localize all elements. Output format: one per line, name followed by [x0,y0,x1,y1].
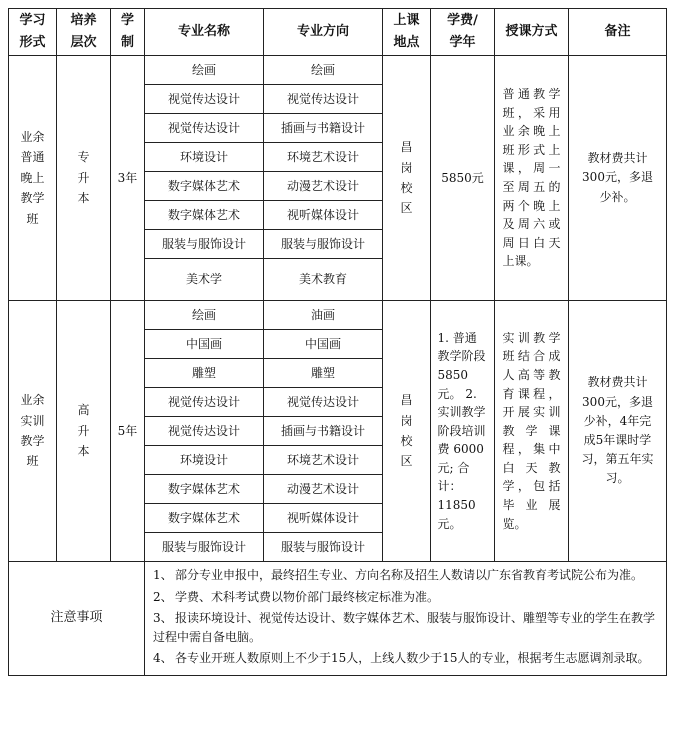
major-cell: 中国画 [145,330,264,359]
group1-remark: 教材费共计300元，多退少补。 [569,56,667,301]
table-row [9,301,667,330]
major-cell: 数字媒体艺术 [145,504,264,533]
direction-cell: 服装与服饰设计 [264,533,383,562]
major-cell: 视觉传达设计 [145,417,264,446]
header-direction: 专业方向 [264,9,383,56]
header-teaching: 授课方式 [495,9,569,56]
direction-cell: 美术教育 [264,259,383,301]
group2-location: 昌岗校区 [383,301,431,562]
note-item: 4、 各专业开班人数原则上不少于15人，上线人数少于15人的专业，根据考生志愿调剂录取。 [153,651,650,666]
group2-teaching: 实训教学班结合成人高等教育课程，开展实训教学课程，集中白天教学，包括毕业展览。 [495,301,569,562]
major-cell: 服装与服饰设计 [145,230,264,259]
header-level: 培养层次 [57,9,111,56]
group1-teaching: 普通教学班，采用业余晚上班形式上课，周一至周五的两个晚上及周六或周日白天上课。 [495,56,569,301]
major-cell: 数字媒体艺术 [145,172,264,201]
major-cell: 绘画 [145,56,264,85]
group1-form: 业余普通晚上教学班 [9,56,57,301]
direction-cell: 环境艺术设计 [264,143,383,172]
header-location: 上课地点 [383,9,431,56]
header-fee: 学费/学年 [431,9,495,56]
major-cell: 视觉传达设计 [145,388,264,417]
direction-cell: 视觉传达设计 [264,388,383,417]
major-cell: 视觉传达设计 [145,85,264,114]
header-remark: 备注 [569,9,667,56]
group1-location: 昌岗校区 [383,56,431,301]
direction-cell: 雕塑 [264,359,383,388]
notes-label: 注意事项 [9,562,145,676]
group2-years: 5年 [111,301,145,562]
major-cell: 环境设计 [145,143,264,172]
major-cell: 雕塑 [145,359,264,388]
direction-cell: 插画与书籍设计 [264,417,383,446]
header-form: 学习形式 [9,9,57,56]
major-cell: 绘画 [145,301,264,330]
direction-cell: 视听媒体设计 [264,504,383,533]
header-years: 学制 [111,9,145,56]
direction-cell: 动漫艺术设计 [264,172,383,201]
direction-cell: 中国画 [264,330,383,359]
notes-row [9,562,667,676]
note-item: 1、 部分专业申报中，最终招生专业、方向名称及招生人数请以广东省教育考试院公布为准。 [153,568,644,582]
direction-cell: 插画与书籍设计 [264,114,383,143]
group1-years: 3年 [111,56,145,301]
direction-cell: 绘画 [264,56,383,85]
note-item: 3、 报读环境设计、视觉传达设计、数字媒体艺术、服装与服饰设计、雕塑等专业的学生在教学过程中需自备电脑。 [153,611,656,644]
group2-fee: 1. 普通教学阶段 5850元。 2. 实训教学阶段培训费 6000元; 合计：11850元。 [431,301,495,562]
group2-form: 业余实训教学班 [9,301,57,562]
major-cell: 美术学 [145,259,264,301]
notes-content [145,562,667,676]
direction-cell: 油画 [264,301,383,330]
group2-level: 高升本 [57,301,111,562]
direction-cell: 视听媒体设计 [264,201,383,230]
major-cell: 数字媒体艺术 [145,475,264,504]
group1-level: 专升本 [57,56,111,301]
major-cell: 数字媒体艺术 [145,201,264,230]
direction-cell: 环境艺术设计 [264,446,383,475]
direction-cell: 动漫艺术设计 [264,475,383,504]
major-cell: 服装与服饰设计 [145,533,264,562]
major-cell: 视觉传达设计 [145,114,264,143]
table-row [9,56,667,85]
note-item: 2、 学费、术科考试费以物价部门最终核定标准为准。 [153,589,440,604]
group1-fee: 5850元 [431,56,495,301]
major-cell: 环境设计 [145,446,264,475]
header-major: 专业名称 [145,9,264,56]
group2-remark: 教材费共计300元，多退少补，4年完成5年课时学习，第五年实习。 [569,301,667,562]
direction-cell: 视觉传达设计 [264,85,383,114]
admissions-table [8,8,667,676]
direction-cell: 服装与服饰设计 [264,230,383,259]
header-row [9,9,667,56]
